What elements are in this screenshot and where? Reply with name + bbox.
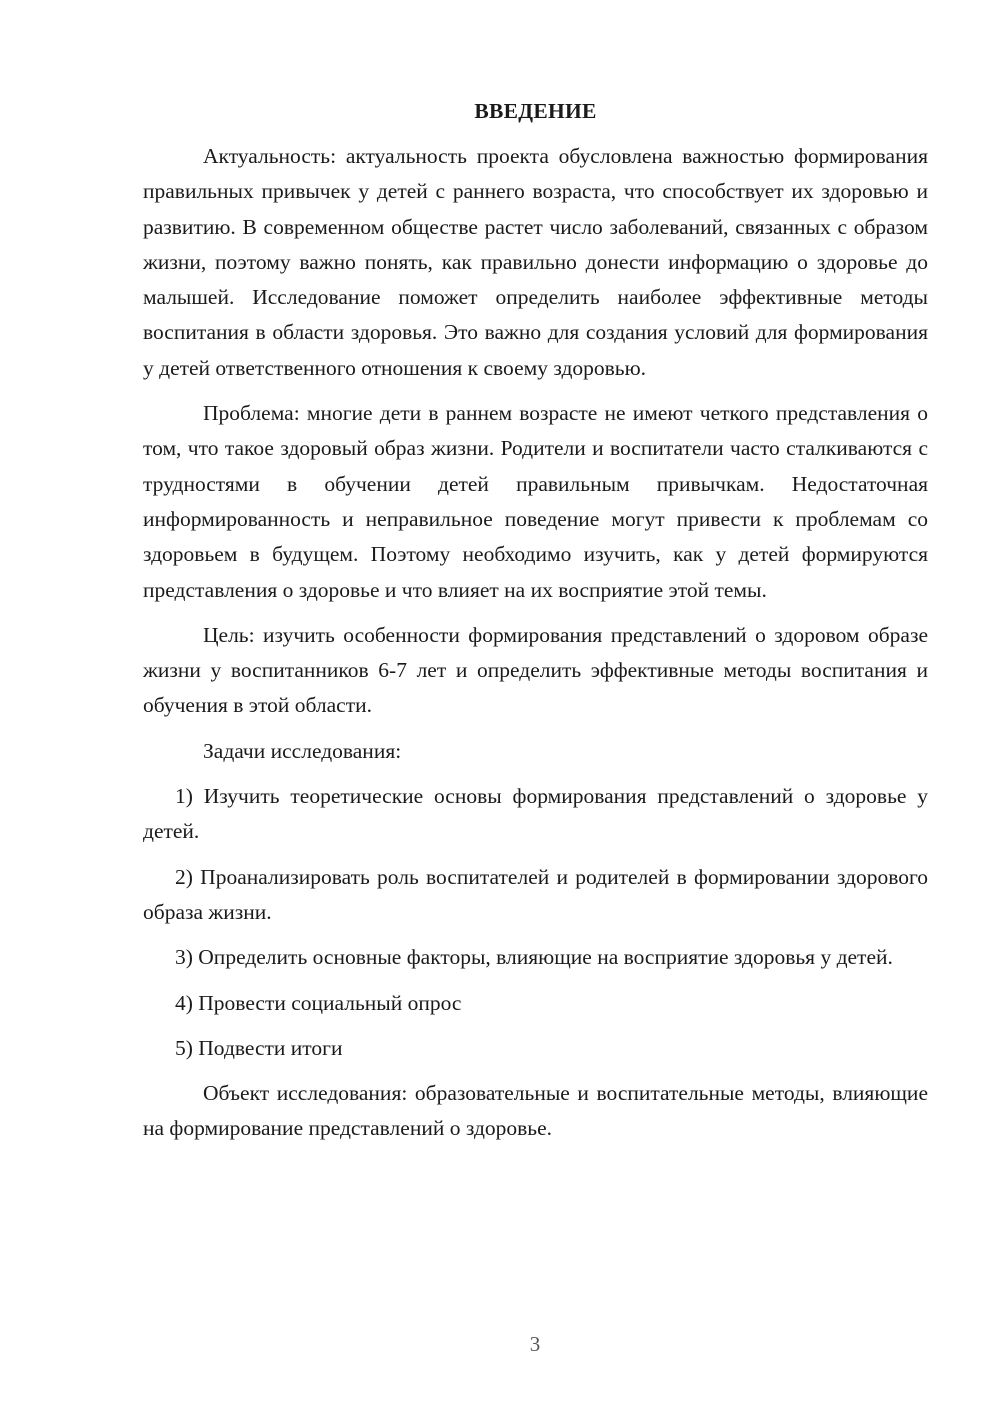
task-item-5: 5) Подвести итоги: [175, 1035, 343, 1060]
problem-paragraph: Проблема: многие дети в раннем возрасте не имеют четкого представления о том, что такое здоровый образ жизни. Родители и воспитатели часто сталкиваются с трудностями в обучении детей правильным привычкам. Недостаточная информированность и неправильное поведение могут привести к проблемам со здоровьем в будущем. Поэтому необходимо изучить, как у детей формируются представления о здоровье и что влияет на их восприятие этой темы.: [143, 401, 928, 602]
task-item-3: 3) Определить основные факторы, влияющие на восприятие здоровья у детей.: [175, 945, 893, 970]
relevance-paragraph: Актуальность: актуальность проекта обусловлена важностью формирования правильных привычек у детей с раннего возраста, что способствует их здоровью и развитию. В современном обществе растет число заболеваний, связанных с образом жизни, поэтому важно понять, как правильно донести информацию о здоровье до малышей. Исследование поможет определить наиболее эффективные методы воспитания в области здоровья. Это важно для создания условий для формирования у детей ответственного отношения к своему здоровью.: [143, 144, 928, 380]
document-page: [143, 96, 928, 1157]
task-item-2: 2) Проанализировать роль воспитателей и родителей в формировании здорового образа жизни.: [143, 864, 928, 924]
page-number: 3: [529, 1332, 541, 1356]
goal-paragraph: Цель: изучить особенности формирования представлений о здоровом образе жизни у воспитанников 6-7 лет и определить эффективные методы воспитания и обучения в этой области.: [143, 622, 928, 718]
tasks-heading: Задачи исследования:: [203, 738, 402, 763]
task-item-4: 4) Провести социальный опрос: [175, 990, 462, 1015]
page-title: ВВЕДЕНИЕ: [474, 99, 597, 123]
task-item-1: 1) Изучить теоретические основы формирования представлений о здоровье у детей.: [143, 784, 928, 844]
object-paragraph: Объект исследования: образовательные и воспитательные методы, влияющие на формирование представлений о здоровье.: [143, 1081, 928, 1141]
